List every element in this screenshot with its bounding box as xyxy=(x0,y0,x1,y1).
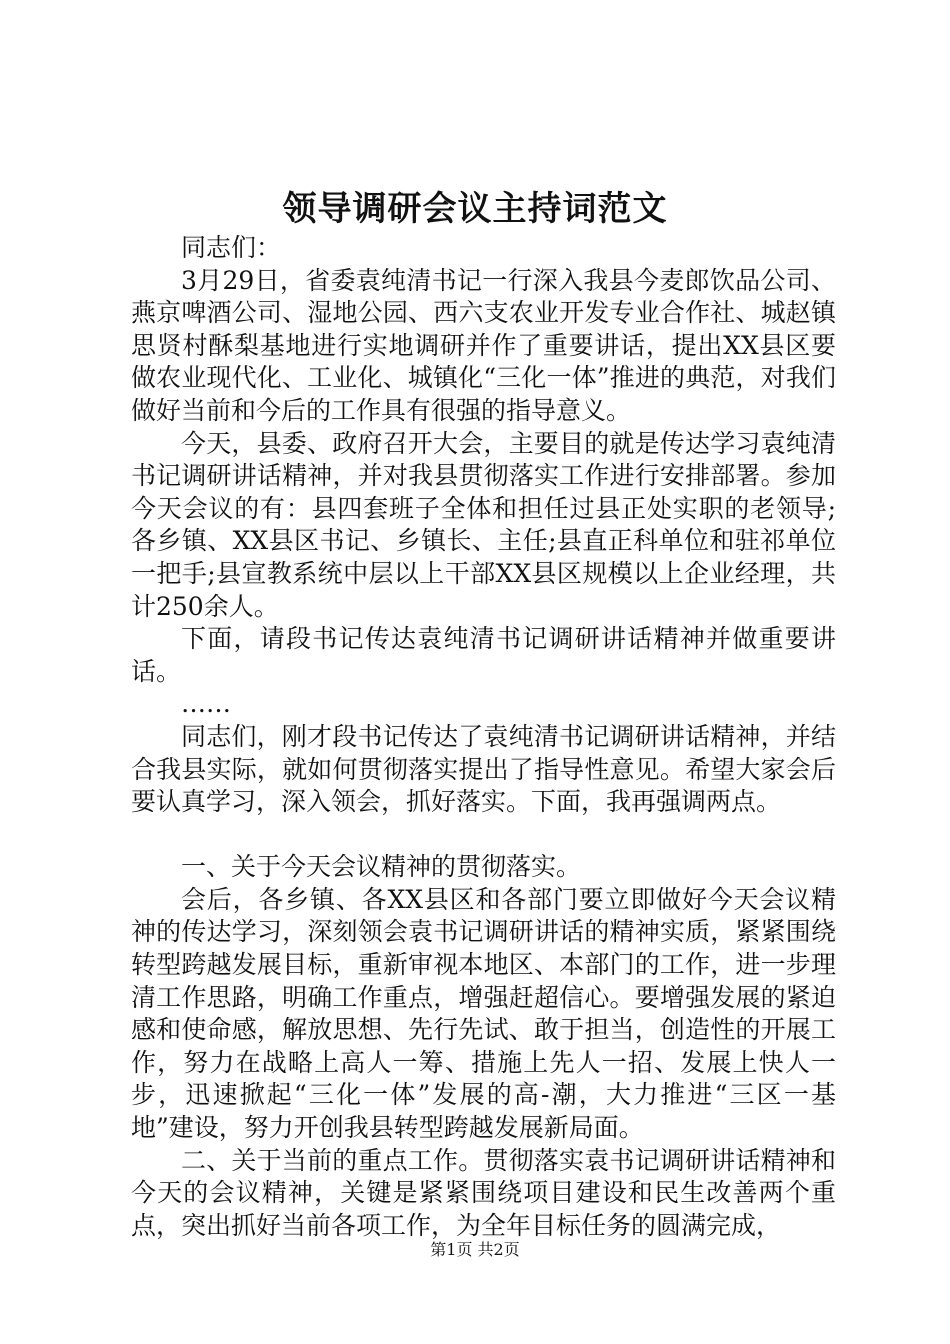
document-title: 领导调研会议主持词范文 xyxy=(282,189,668,229)
body-paragraph: 会后，各乡镇、各XX县区和各部门要立即做好今天会议精神的传达学习，深刻领会袁书记调研讲话的精神实质，紧紧围绕转型跨越发展目标，重新审视本地区、本部门的工作，进一步理清工作思路，明确工作重点，增强赶超信心。要增强发展的紧迫感和使命感，解放思想、先行先试、敢于担当，创造性的开展工作，努力在战略上高人一筹、措施上先人一招、发展上快人一步，迅速掀起“三化一体”发展的高-潮，大力推进“三区一基地”建设，努力开创我县转型跨越发展新局面。 xyxy=(131,884,836,1143)
page-number-footer: 第1页 共2页 xyxy=(430,1240,520,1259)
body-paragraph: 同志们，刚才段书记传达了袁纯清书记调研讲话精神，并结合我县实际，就如何贯彻落实提出了指导性意见。希望大家会后要认真学习，深入领会，抓好落实。下面，我再强调两点。 xyxy=(131,721,836,817)
body-paragraph: 3月29日，省委袁纯清书记一行深入我县今麦郎饮品公司、燕京啤酒公司、湿地公园、西六支农业开发专业合作社、城赵镇思贤村酥梨基地进行实地调研并作了重要讲话，提出XX县区要做农业现代化、工业化、城镇化“三化一体”推进的典范，对我们做好当前和今后的工作具有很强的指导意义。 xyxy=(131,265,836,425)
body-paragraph: 二、关于当前的重点工作。贯彻落实袁书记调研讲话精神和今天的会议精神，关键是紧紧围绕项目建设和民生改善两个重点，突出抓好当前各项工作，为全年目标任务的圆满完成， xyxy=(131,1145,836,1240)
body-paragraph: 下面，请段书记传达袁纯清书记调研讲话精神并做重要讲话。 xyxy=(131,624,836,686)
blank-line xyxy=(131,819,836,852)
section-heading: 一、关于今天会议精神的贯彻落实。 xyxy=(181,852,582,882)
body-paragraph: 今天，县委、政府召开大会，主要目的就是传达学习袁纯清书记调研讲话精神，并对我县贯彻落实工作进行安排部署。参加今天会议的有：县四套班子全体和担任过县正处实职的老领导;各乡镇、XX县区书记、乡镇长、主任;县直正科单位和驻祁单位一把手;县宣教系统中层以上干部XX县区规模以上企业经理，共计250余人。 xyxy=(131,428,836,621)
salutation-paragraph: 同志们： xyxy=(181,233,282,262)
ellipsis-paragraph: …… xyxy=(181,689,231,719)
document-body xyxy=(131,232,836,1242)
